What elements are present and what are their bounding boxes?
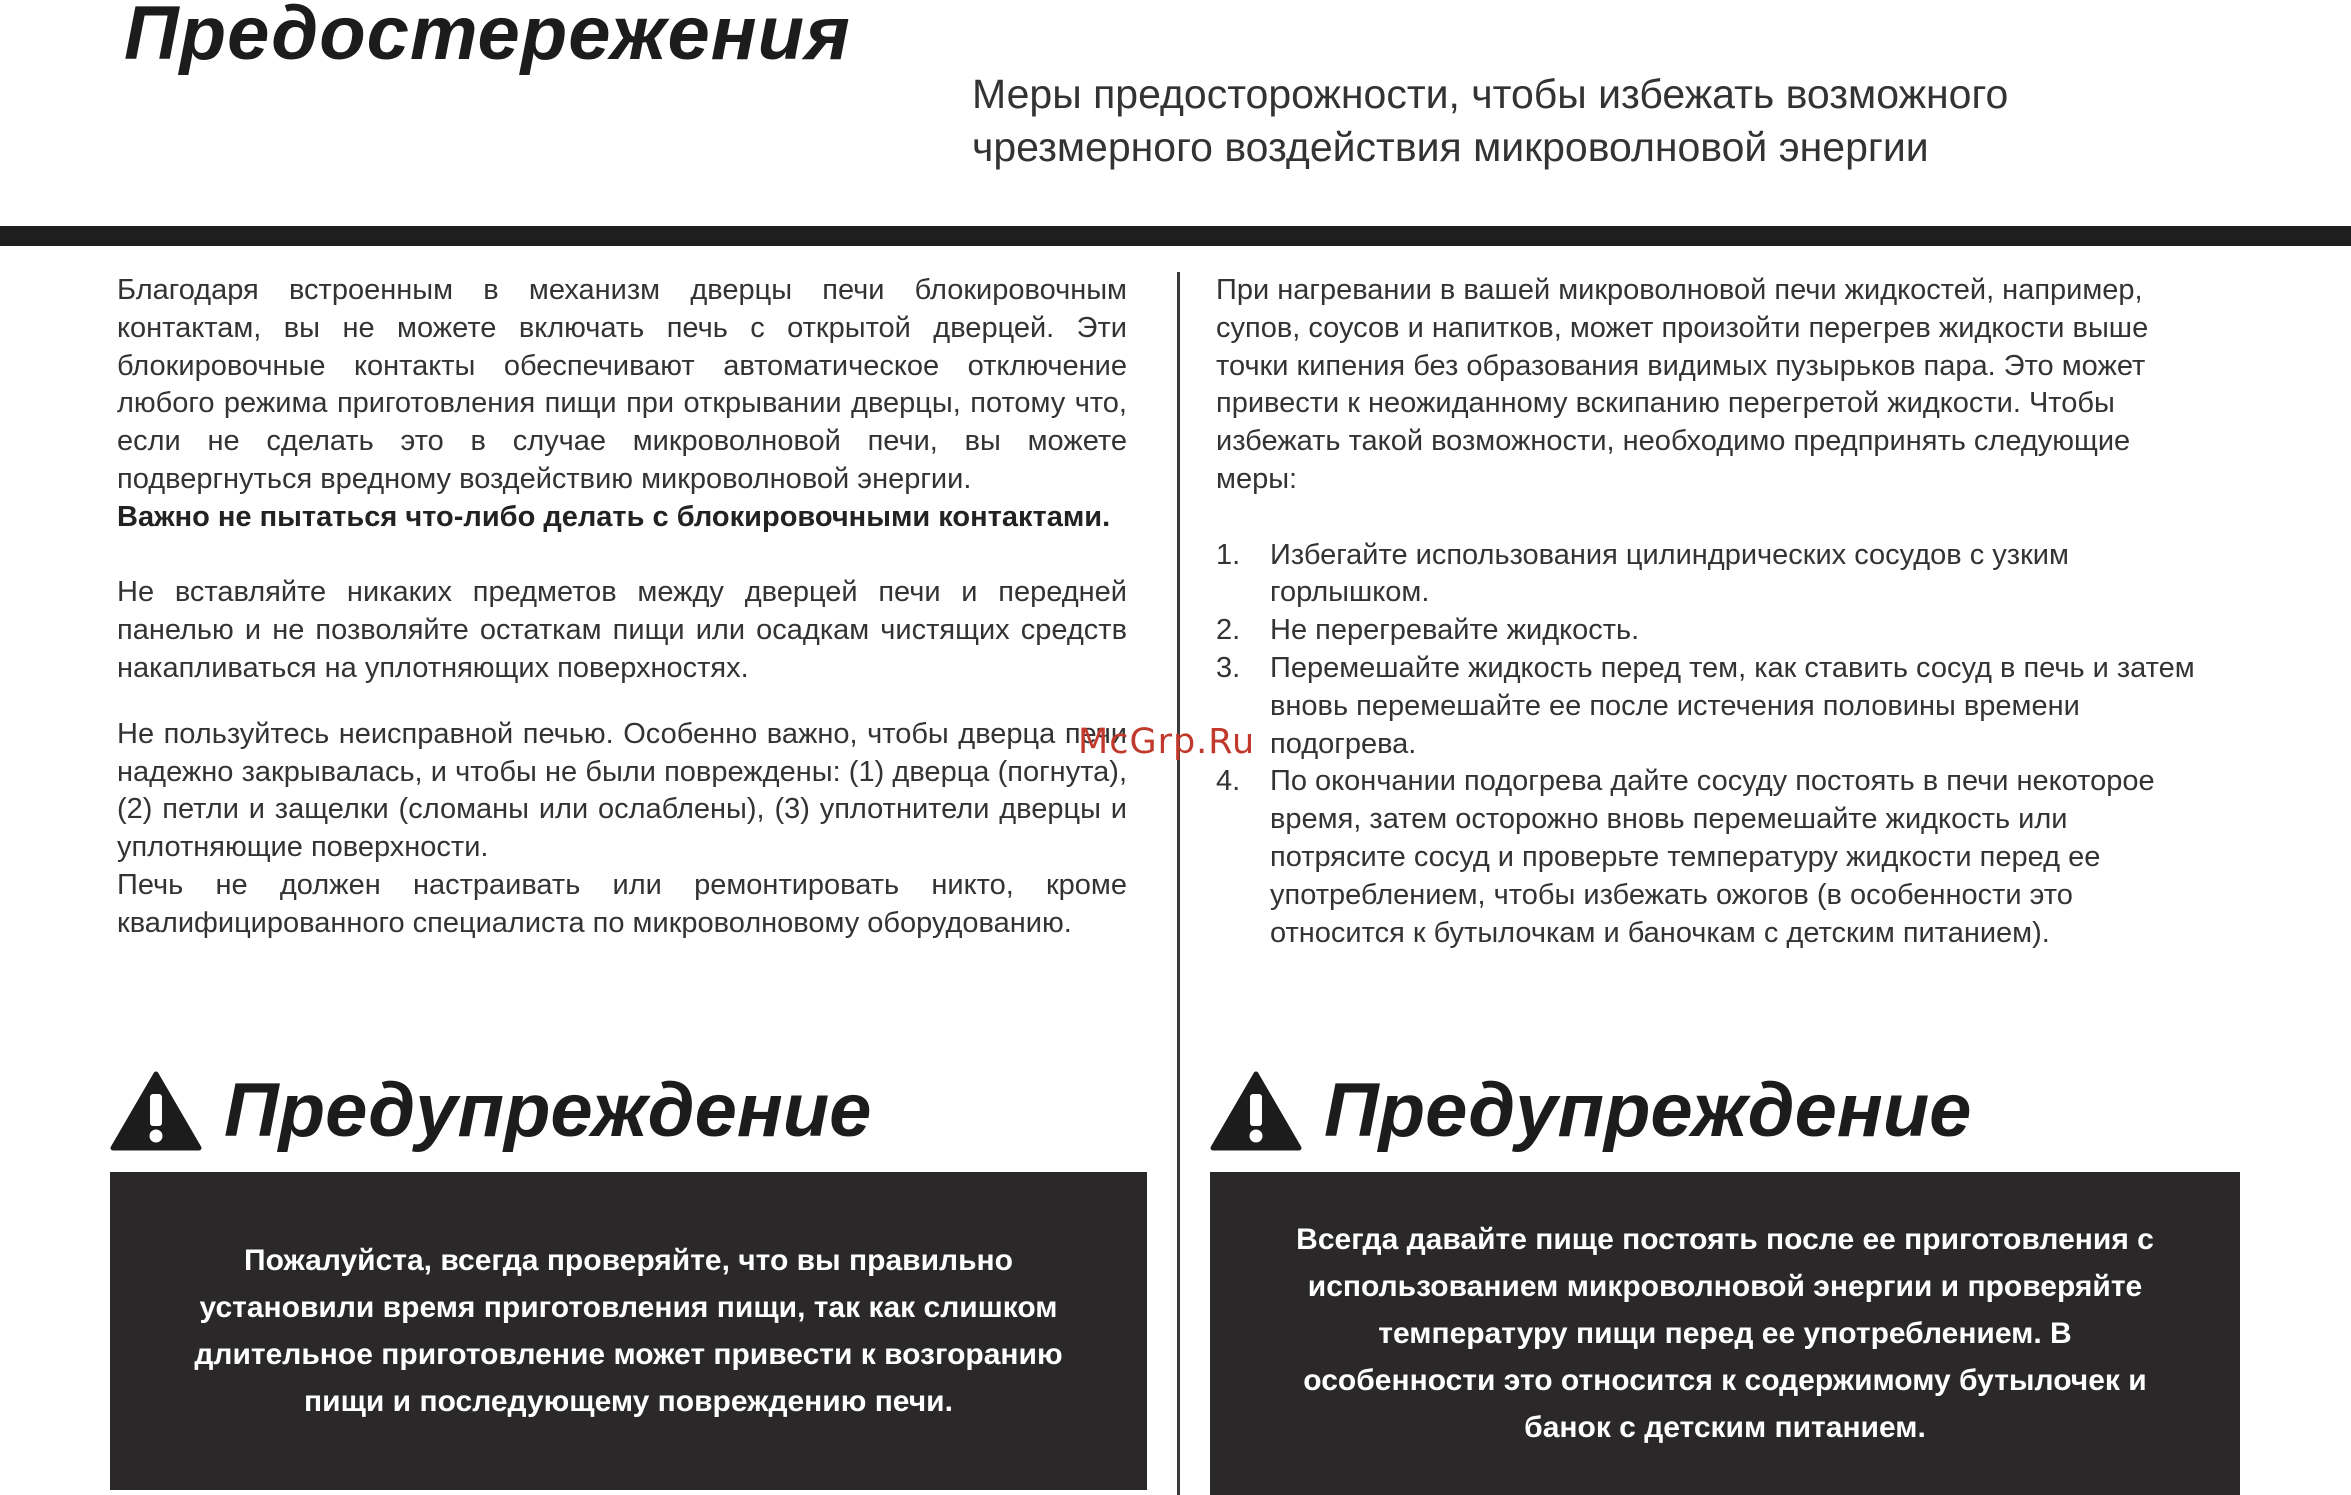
watermark: McGrp.Ru bbox=[1078, 722, 1256, 762]
warning-triangle-icon bbox=[1210, 1070, 1302, 1152]
subtitle-line: чрезмерного воздействия микроволновой энергии bbox=[972, 124, 1929, 170]
warning-line: особенности это относится к содержимому бутылочек и bbox=[1303, 1364, 2147, 1397]
warning-line: установили время приготовления пищи, так как слишком bbox=[199, 1291, 1058, 1324]
list-item bbox=[1216, 650, 2196, 763]
warning-line: использованием микроволновой энергии и проверяйте bbox=[1307, 1270, 2143, 1303]
list-item-number: 4. bbox=[1216, 765, 1241, 798]
warning-title: Предупреждение bbox=[1324, 1068, 1972, 1153]
list-item-text: Избегайте использования цилиндрических сосудов с узким горлышком. bbox=[1270, 538, 2069, 609]
list-item-text: Перемешайте жидкость перед тем, как ставить сосуд в печь и затем вновь перемешайте ее после истечения половины времени подогрева. bbox=[1270, 651, 2195, 760]
liquids-intro-paragraph: При нагревании в вашей микроволновой печи жидкостей, например, супов, соусов и напитков, может произойти перегрев жидкости выше точки кипения без образования видимых пузырьков пара. Это может привести к неожиданному вскипанию перегретой жидкости. Чтобы избежать такой возможности, необходимо предпринять следующие меры: bbox=[1216, 274, 2149, 495]
page-subtitle bbox=[972, 68, 2272, 174]
left-warning-heading bbox=[110, 1070, 871, 1152]
warning-line: банок с детским питанием. bbox=[1524, 1411, 1926, 1444]
right-column bbox=[1216, 272, 2196, 952]
right-warning-heading bbox=[1210, 1070, 1971, 1152]
damaged-oven-paragraph: Не пользуйтесь неисправной печью. Особенно важно, чтобы дверца печи надежно закрывалась, и чтобы не были повреждены: (1) дверца (погнута), (2) петли и защелки (сломаны или ослаблены), (3) уплотнители дверцы и уплотняющие поверхности. bbox=[117, 717, 1127, 864]
list-item-number: 1. bbox=[1216, 538, 1241, 571]
warning-title: Предупреждение bbox=[224, 1068, 872, 1153]
warning-line: Пожалуйста, всегда проверяйте, что вы правильно bbox=[244, 1244, 1013, 1277]
list-item bbox=[1216, 612, 2196, 650]
column-divider bbox=[1177, 272, 1180, 1495]
repair-paragraph: Печь не должен настраивать или ремонтировать никто, кроме квалифицированного специалиста по микроволновому оборудованию. bbox=[117, 868, 1127, 939]
list-item-number: 3. bbox=[1216, 651, 1241, 684]
precautions-list bbox=[1216, 537, 2196, 953]
list-item bbox=[1216, 763, 2196, 952]
door-objects-paragraph: Не вставляйте никаких предметов между дверцей печи и передней панелью и не позволяйте остаткам пищи или осадкам чистящих средств накапливаться на уплотняющих поверхностях. bbox=[117, 576, 1127, 684]
right-warning-box bbox=[1210, 1172, 2240, 1495]
page-title: Предостережения bbox=[124, 0, 851, 76]
list-item bbox=[1216, 537, 2196, 613]
list-item-text: По окончании подогрева дайте сосуду постоять в печи некоторое время, затем осторожно вновь перемешайте жидкость или потрясите сосуд и проверьте температуру жидкости перед ее употреблением, чтобы избежать ожогов (в особенности это относится к бутылочкам и баночкам с детским питанием). bbox=[1270, 765, 2155, 949]
interlock-paragraph: Благодаря встроенным в механизм дверцы печи блокировочным контактам, вы не можете включать печь с открытой дверцей. Эти блокировочные контакты обеспечивают автоматическое отключение любого режима приготовления пищи при открывании дверцы, потому что, если не сделать это в случае микроволновой печи, вы можете подвергнуться вредному воздействию микроволновой энергии. bbox=[117, 274, 1127, 495]
interlock-important-note: Важно не пытаться что-либо делать с блокировочными контактами. bbox=[117, 500, 1111, 533]
left-warning-box bbox=[110, 1172, 1147, 1490]
warning-line: Всегда давайте пище постоять после ее приготовления с bbox=[1296, 1223, 2154, 1256]
left-column bbox=[117, 272, 1127, 943]
warning-line: длительное приготовление может привести к возгоранию bbox=[194, 1338, 1063, 1371]
header-rule bbox=[0, 226, 2351, 246]
warning-line: пищи и последующему повреждению печи. bbox=[304, 1385, 953, 1418]
warning-line: температуру пищи перед ее употреблением. В bbox=[1378, 1317, 2072, 1350]
list-item-number: 2. bbox=[1216, 614, 1241, 647]
subtitle-line: Меры предосторожности, чтобы избежать возможного bbox=[972, 71, 2009, 117]
list-item-text: Не перегревайте жидкость. bbox=[1270, 614, 1640, 647]
warning-triangle-icon bbox=[110, 1070, 202, 1152]
